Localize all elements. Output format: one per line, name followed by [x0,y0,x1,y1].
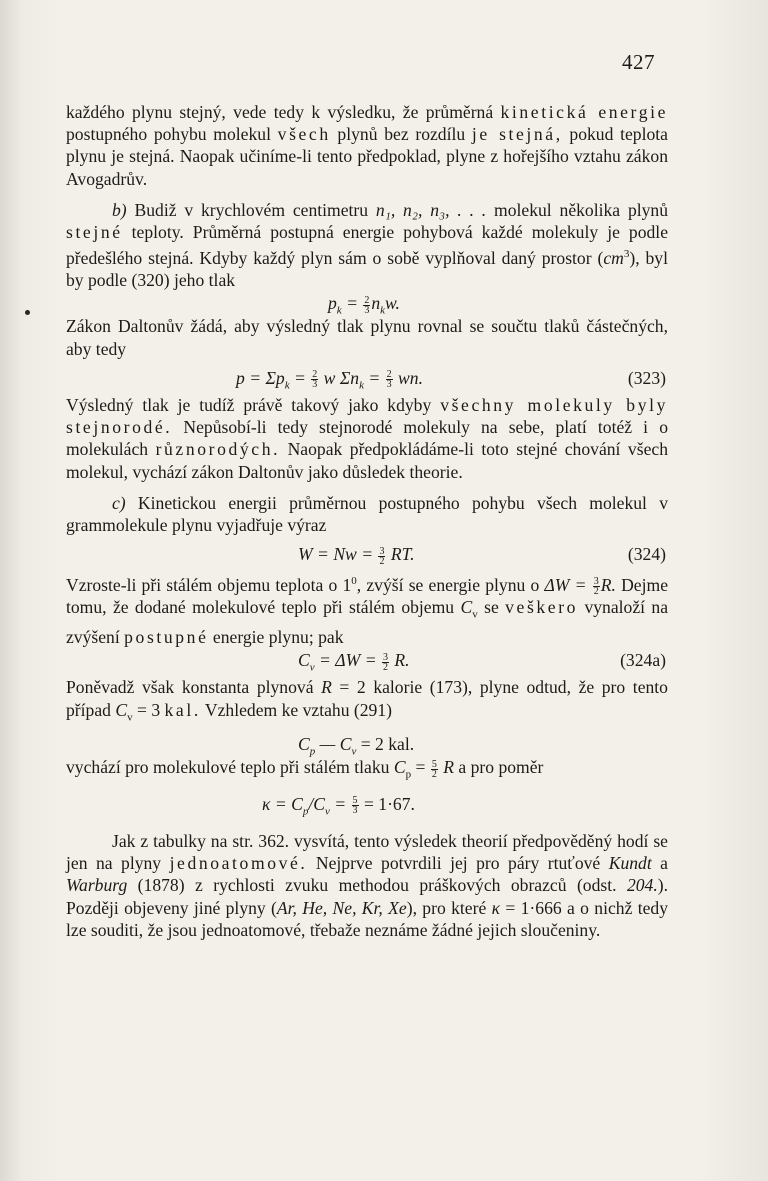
paragraph-2: b) Budiž v krychlovém centimetru n₁, n₂, n₃, . . . molekul několika plynů stejné teploty. Průměrná postupná energie pohybová každé molekuly je podle předešlého stejná. Kdyby každý plyn sám o sobě vyplňoval daný prostor $(cm^3)$, byl by podle (320) jeho tlak [66,199,669,291]
paragraph-9: Jak z tabulky na str. 362. vysvítá, tento výsledek theorií předpověděný hodí se jen na plyny jednoatomové. Nejprve potvrdili jej pro páry rtuťové Kundt a Warburg (1878) z rychlosti zvuku methodou práškových obrazců (odst. 204.). Později objeveny jiné plyny (Ar, He, Ne, Kr, Xe), pro které κ = 1·666 a o nichž tedy lze souditi, že jsou jednoatomové, třebaže neznáme žádné jejich sloučeniny. [66,830,668,940]
paragraph-1: každého plynu stejný, vede tedy k výsledku, že průměrná kinetická energie postupného pohybu molekul všech plynů bez rozdílu je stejná, pokud teplota plynu je stejná. Naopak učiníme-li tento předpoklad, plyne z hořejšího vztahu zákon Avogadrův. [66,102,668,189]
paragraph-5: c) Kinetickou energii průměrnou postupného pohybu všech molekul v grammolekule plynu vyjadřuje výraz [66,492,668,535]
margin-dot [25,310,30,315]
equation-323: $p = \Sigma p_k$ = $\frac{2}{3}$ w $\Sigma n_k$ = $\frac{2}{3}$ wn. (323) [236,367,666,392]
page-number: 427 [622,50,655,74]
equation-number: (324a) [620,650,666,671]
paragraph-8: vychází pro molekulové teplo při stálém tlaku $C_p$ = $\frac{5}{2}$ R a pro poměr [66,757,544,781]
equation-324a: $C_v = \Delta W$ = $\frac{3}{2}$ R. (324a) [298,650,666,674]
page-body [66,101,668,941]
equation-pressure: $p_k$ = $\frac{2}{3}$ $n_kw$. [328,293,400,317]
equation-kappa: $\kappa = C_p/C_v$ = $\frac{5}{3}$ = 1·67. [262,793,415,818]
paragraph-3: Zákon Daltonův žádá, aby výsledný tlak plynu rovnal se součtu tlaků částečných, aby tedy [66,316,668,359]
paragraph-6: Vzroste-li při stálém objemu teplota o $1^0$, zvýší se energie plynu o ΔW = $\frac{3}{2}$ R. Dejme tomu, že dodané molekulové teplo při stálém objemu $C_v$ se veškero vynaloží na zvýšení postupné energie plynu; pak [66,574,669,648]
equation-number: (324) [627,544,666,565]
paragraph-7: Poněvadž však konstanta plynová R = 2 kalorie (173), plyne odtud, že pro tento případ $C_v = 3$ kal. Vzhledem ke vztahu (291) [66,677,668,724]
equation-number: (323) [627,367,666,388]
paragraph-4: Výsledný tlak je tudíž právě takový jako kdyby všechny molekuly byly stejnorodé. Nepůsobí-li tedy stejnorodé molekuly na sebe, platí totéž i o molekulách různorodých. Naopak předpokládáme-li toto stejné chování všech molekul, vychází zákon Daltonův jako důsledek theorie. [66,394,668,482]
equation-324: W = Nw = $\frac{3}{2}$ RT. (324) [298,544,666,567]
equation-cp-cv: $C_p$ — $C_v = 2$ kal. [298,734,415,758]
